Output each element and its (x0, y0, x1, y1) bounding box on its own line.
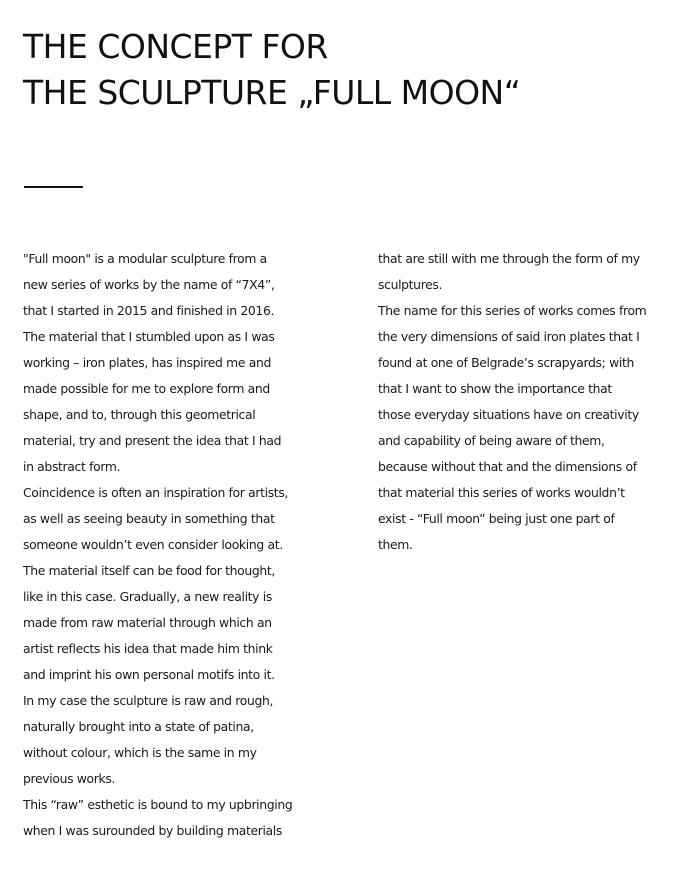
text-line: that I started in 2015 and finished in 2016. (23, 303, 275, 318)
text-line: In my case the sculpture is raw and rough, (23, 693, 274, 708)
text-line: those everyday situations have on creativity (378, 407, 639, 422)
text-line: working – iron plates, has inspired me and (23, 355, 271, 370)
page-title-line-2: THE SCULPTURE „FULL MOON“ (23, 73, 521, 112)
text-line: exist - “Full moon” being just one part of (378, 511, 615, 526)
text-line: them. (378, 537, 413, 552)
page-title-line-1: THE CONCEPT FOR (23, 27, 328, 66)
text-line: artist reflects his idea that made him think (23, 641, 273, 656)
text-line: found at one of Belgrade’s scrapyards; with (378, 355, 634, 370)
text-line: that I want to show the importance that (378, 381, 612, 396)
page-title (23, 24, 520, 116)
text-line: material, try and present the idea that I had (23, 433, 282, 448)
title-divider (24, 186, 83, 188)
text-line: The material itself can be food for thought, (23, 563, 275, 578)
text-line: previous works. (23, 771, 116, 786)
text-line: as well as seeing beauty in something that (23, 511, 275, 526)
text-line: and imprint his own personal motifs into it. (23, 667, 275, 682)
text-line: naturally brought into a state of patina, (23, 719, 254, 734)
text-line: that are still with me through the form of my (378, 251, 640, 266)
text-line: made from raw material through which an (23, 615, 272, 630)
text-line: and capability of being aware of them, (378, 433, 605, 448)
text-line: someone wouldn’t even consider looking at. (23, 537, 283, 552)
text-line: sculptures. (378, 277, 443, 292)
text-line: Coincidence is often an inspiration for artists, (23, 485, 289, 500)
text-line: shape, and to, through this geometrical (23, 407, 256, 422)
text-line: new series of works by the name of “7X4”, (23, 277, 275, 292)
text-line: because without that and the dimensions of (378, 459, 637, 474)
right-text-column (378, 246, 678, 558)
text-line: without colour, which is the same in my (23, 745, 257, 760)
text-line: in abstract form. (23, 459, 121, 474)
text-line: made possible for me to explore form and (23, 381, 270, 396)
text-line: "Full moon" is a modular sculpture from a (23, 251, 267, 266)
text-line: the very dimensions of said iron plates that I (378, 329, 640, 344)
text-line: The material that I stumbled upon as I was (23, 329, 275, 344)
text-line: that material this series of works wouldn’t (378, 485, 625, 500)
text-line: The name for this series of works comes from (378, 303, 647, 318)
left-text-column (23, 246, 353, 844)
text-line: when I was surounded by building materials (23, 823, 283, 838)
text-line: This “raw” esthetic is bound to my upbringing (23, 797, 293, 812)
text-line: like in this case. Gradually, a new reality is (23, 589, 272, 604)
